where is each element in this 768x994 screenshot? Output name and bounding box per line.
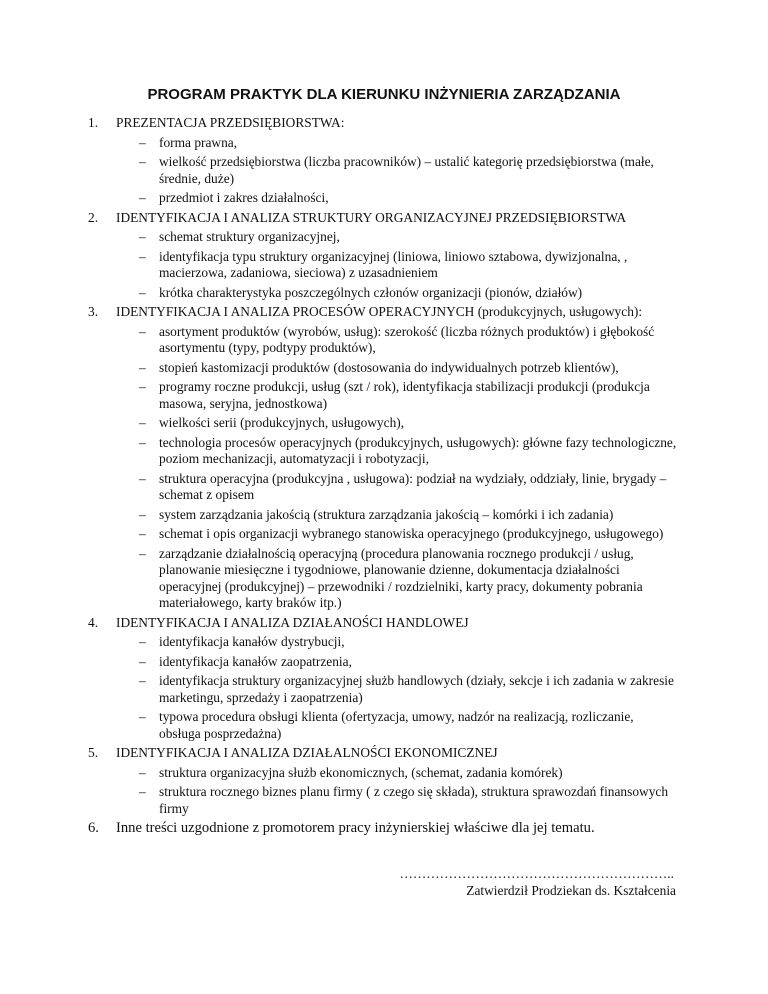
list-item-text: struktura organizacyjna służb ekonomicznych, (schemat, zadania komórek)	[159, 764, 563, 780]
list-item	[88, 154, 678, 187]
dash-bullet: –	[139, 154, 146, 169]
list-item	[88, 249, 678, 282]
dash-bullet: –	[139, 284, 146, 300]
dash-bullet: –	[139, 470, 146, 486]
dash-bullet: –	[139, 229, 146, 244]
section-4	[88, 615, 678, 743]
list-item-text: system zarządzania jakością (struktura zarządzania jakością – komórki i ich zadania)	[159, 506, 614, 522]
list-item-text: identyfikacja kanałów dystrybucji,	[159, 634, 345, 649]
section-number: 4.	[88, 614, 99, 630]
dash-bullet: –	[139, 545, 146, 561]
section-2	[88, 210, 678, 302]
list-item-text: asortyment produktów (wyrobów, usług): szerokość (liczba różnych produktów) i głębokość asortymentu (typy, podtypy produktów),	[159, 323, 655, 355]
dash-bullet: –	[139, 634, 146, 649]
list-item	[88, 526, 678, 543]
document-title: PROGRAM PRAKTYK DLA KIERUNKU INŻYNIERIA ZARZĄDZANIA	[147, 86, 621, 103]
section-heading	[88, 210, 678, 227]
list-item-text: technologia procesów operacyjnych (produkcyjnych, usługowych): główne fazy technologiczne, poziom mechanizacji, automatyzacji i robotyzacji,	[159, 434, 677, 466]
section-heading-text: IDENTYFIKACJA I ANALIZA PROCESÓW OPERACYJNYCH (produkcyjnych, usługowych):	[116, 304, 643, 319]
dash-bullet: –	[139, 506, 146, 522]
section-6	[88, 820, 678, 837]
list-item-text: typowa procedura obsługi klienta (ofertyzacja, umowy, nadzór na realizacją, rozliczanie, obsługa posprzedażna)	[159, 709, 634, 741]
list-item-text: wielkości serii (produkcyjnych, usługowych),	[159, 415, 405, 430]
list-item-text: struktura rocznego biznes planu firmy ( z czego się składa), struktura sprawozdań finansowych firmy	[159, 784, 669, 816]
dash-bullet: –	[139, 653, 146, 669]
dash-bullet: –	[139, 134, 146, 150]
list-item	[88, 546, 678, 612]
section-number: 1.	[88, 115, 99, 130]
bullet-list	[88, 324, 678, 612]
dash-bullet: –	[139, 526, 146, 541]
list-item	[88, 673, 678, 706]
section-number: 5.	[88, 745, 99, 760]
list-item	[88, 709, 678, 742]
list-item-text: identyfikacja struktury organizacyjnej służb handlowych (działy, sekcje i ich zadania w zakresie marketingu, sprzedaży i zaopatrzenia)	[159, 673, 674, 705]
section-heading	[88, 615, 678, 632]
section-heading	[88, 745, 678, 762]
section-5	[88, 745, 678, 817]
section-heading-text: IDENTYFIKACJA I ANALIZA STRUKTURY ORGANIZACYJNEJ PRZEDSIĘBIORSTWA	[116, 209, 627, 225]
dash-bullet: –	[139, 764, 146, 780]
list-item-text: identyfikacja typu struktury organizacyjnej (liniowa, liniowo sztabowa, dywizjonalna, , macierzowa, zadaniowa, sieciowa) z uzasadnieniem	[159, 248, 628, 280]
list-item-text: przedmiot i zakres działalności,	[159, 190, 329, 205]
list-item-text: identyfikacja kanałów zaopatrzenia,	[159, 653, 352, 669]
list-item	[88, 435, 678, 468]
section-6-text: Inne treści uzgodnione z promotorem pracy inżynierskiej właściwe dla jej tematu.	[116, 820, 595, 836]
signature-label: Zatwierdził Prodziekan ds. Kształcenia	[466, 883, 676, 898]
list-item-text: schemat i opis organizacji wybranego stanowiska operacyjnego (produkcyjnego, usługowego)	[159, 526, 664, 541]
list-item-text: struktura operacyjna (produkcyjna , usługowa): podział na wydziały, oddziały, linie, brygady – schemat z opisem	[159, 470, 667, 502]
bullet-list	[88, 765, 678, 818]
dash-bullet: –	[139, 190, 146, 205]
dash-bullet: –	[139, 323, 146, 339]
list-item-text: programy roczne produkcji, usług (szt / rok), identyfikacja stabilizacji produkcji (produkcja masowa, seryjna, jednostkowa)	[159, 379, 650, 411]
list-item	[88, 765, 678, 782]
list-item-text: krótka charakterystyka poszczególnych członów organizacji (pionów, działów)	[159, 284, 583, 300]
list-item	[88, 135, 678, 152]
list-item	[88, 190, 678, 207]
bullet-list	[88, 229, 678, 301]
list-item	[88, 379, 678, 412]
list-item	[88, 471, 678, 504]
list-item	[88, 634, 678, 651]
section-heading	[88, 115, 678, 132]
section-heading-text: PREZENTACJA PRZEDSIĘBIORSTWA:	[116, 115, 345, 130]
list-item	[88, 324, 678, 357]
dash-bullet: –	[139, 434, 146, 450]
signature-line: ……………………………………………………..	[399, 866, 674, 881]
section-heading-text: IDENTYFIKACJA I ANALIZA DZIAŁANOŚCI HANDLOWEJ	[116, 614, 469, 630]
list-item	[88, 415, 678, 432]
document-content	[88, 114, 678, 837]
list-item-text: schemat struktury organizacyjnej,	[159, 229, 340, 244]
section-number: 6.	[88, 820, 99, 836]
list-item	[88, 360, 678, 377]
section-number: 2.	[88, 209, 99, 225]
list-item-text: wielkość przedsiębiorstwa (liczba pracowników) – ustalić kategorię przedsiębiorstwa (małe, średnie, duże)	[159, 154, 654, 186]
section-heading-text: IDENTYFIKACJA I ANALIZA DZIAŁALNOŚCI EKONOMICZNEJ	[116, 745, 498, 760]
list-item	[88, 507, 678, 524]
dash-bullet: –	[139, 784, 146, 799]
section-3	[88, 304, 678, 612]
list-item	[88, 229, 678, 246]
list-item	[88, 285, 678, 302]
dash-bullet: –	[139, 248, 146, 264]
list-item-text: stopień kastomizacji produktów (dostosowania do indywidualnych potrzeb klientów),	[159, 359, 619, 375]
list-item-text: forma prawna,	[159, 134, 238, 150]
bullet-list	[88, 135, 678, 207]
section-1	[88, 115, 678, 207]
dash-bullet: –	[139, 359, 146, 375]
section-number: 3.	[88, 304, 99, 319]
bullet-list	[88, 634, 678, 742]
dash-bullet: –	[139, 415, 146, 430]
dash-bullet: –	[139, 379, 146, 394]
dash-bullet: –	[139, 709, 146, 724]
list-item	[88, 784, 678, 817]
list-item-text: zarządzanie działalnością operacyjną (procedura planowania rocznego produkcji / usług, planowanie miesięczne i tygodniowe, planowanie dzienne, dokumentacja działalności operacyjnej (produkcyjnej) – przewodniki / rozdzielniki, karty pracy, dokumenty pobrania materiałowego, karty braków itp.)	[159, 545, 643, 610]
dash-bullet: –	[139, 673, 146, 688]
section-heading	[88, 304, 678, 321]
list-item	[88, 654, 678, 671]
